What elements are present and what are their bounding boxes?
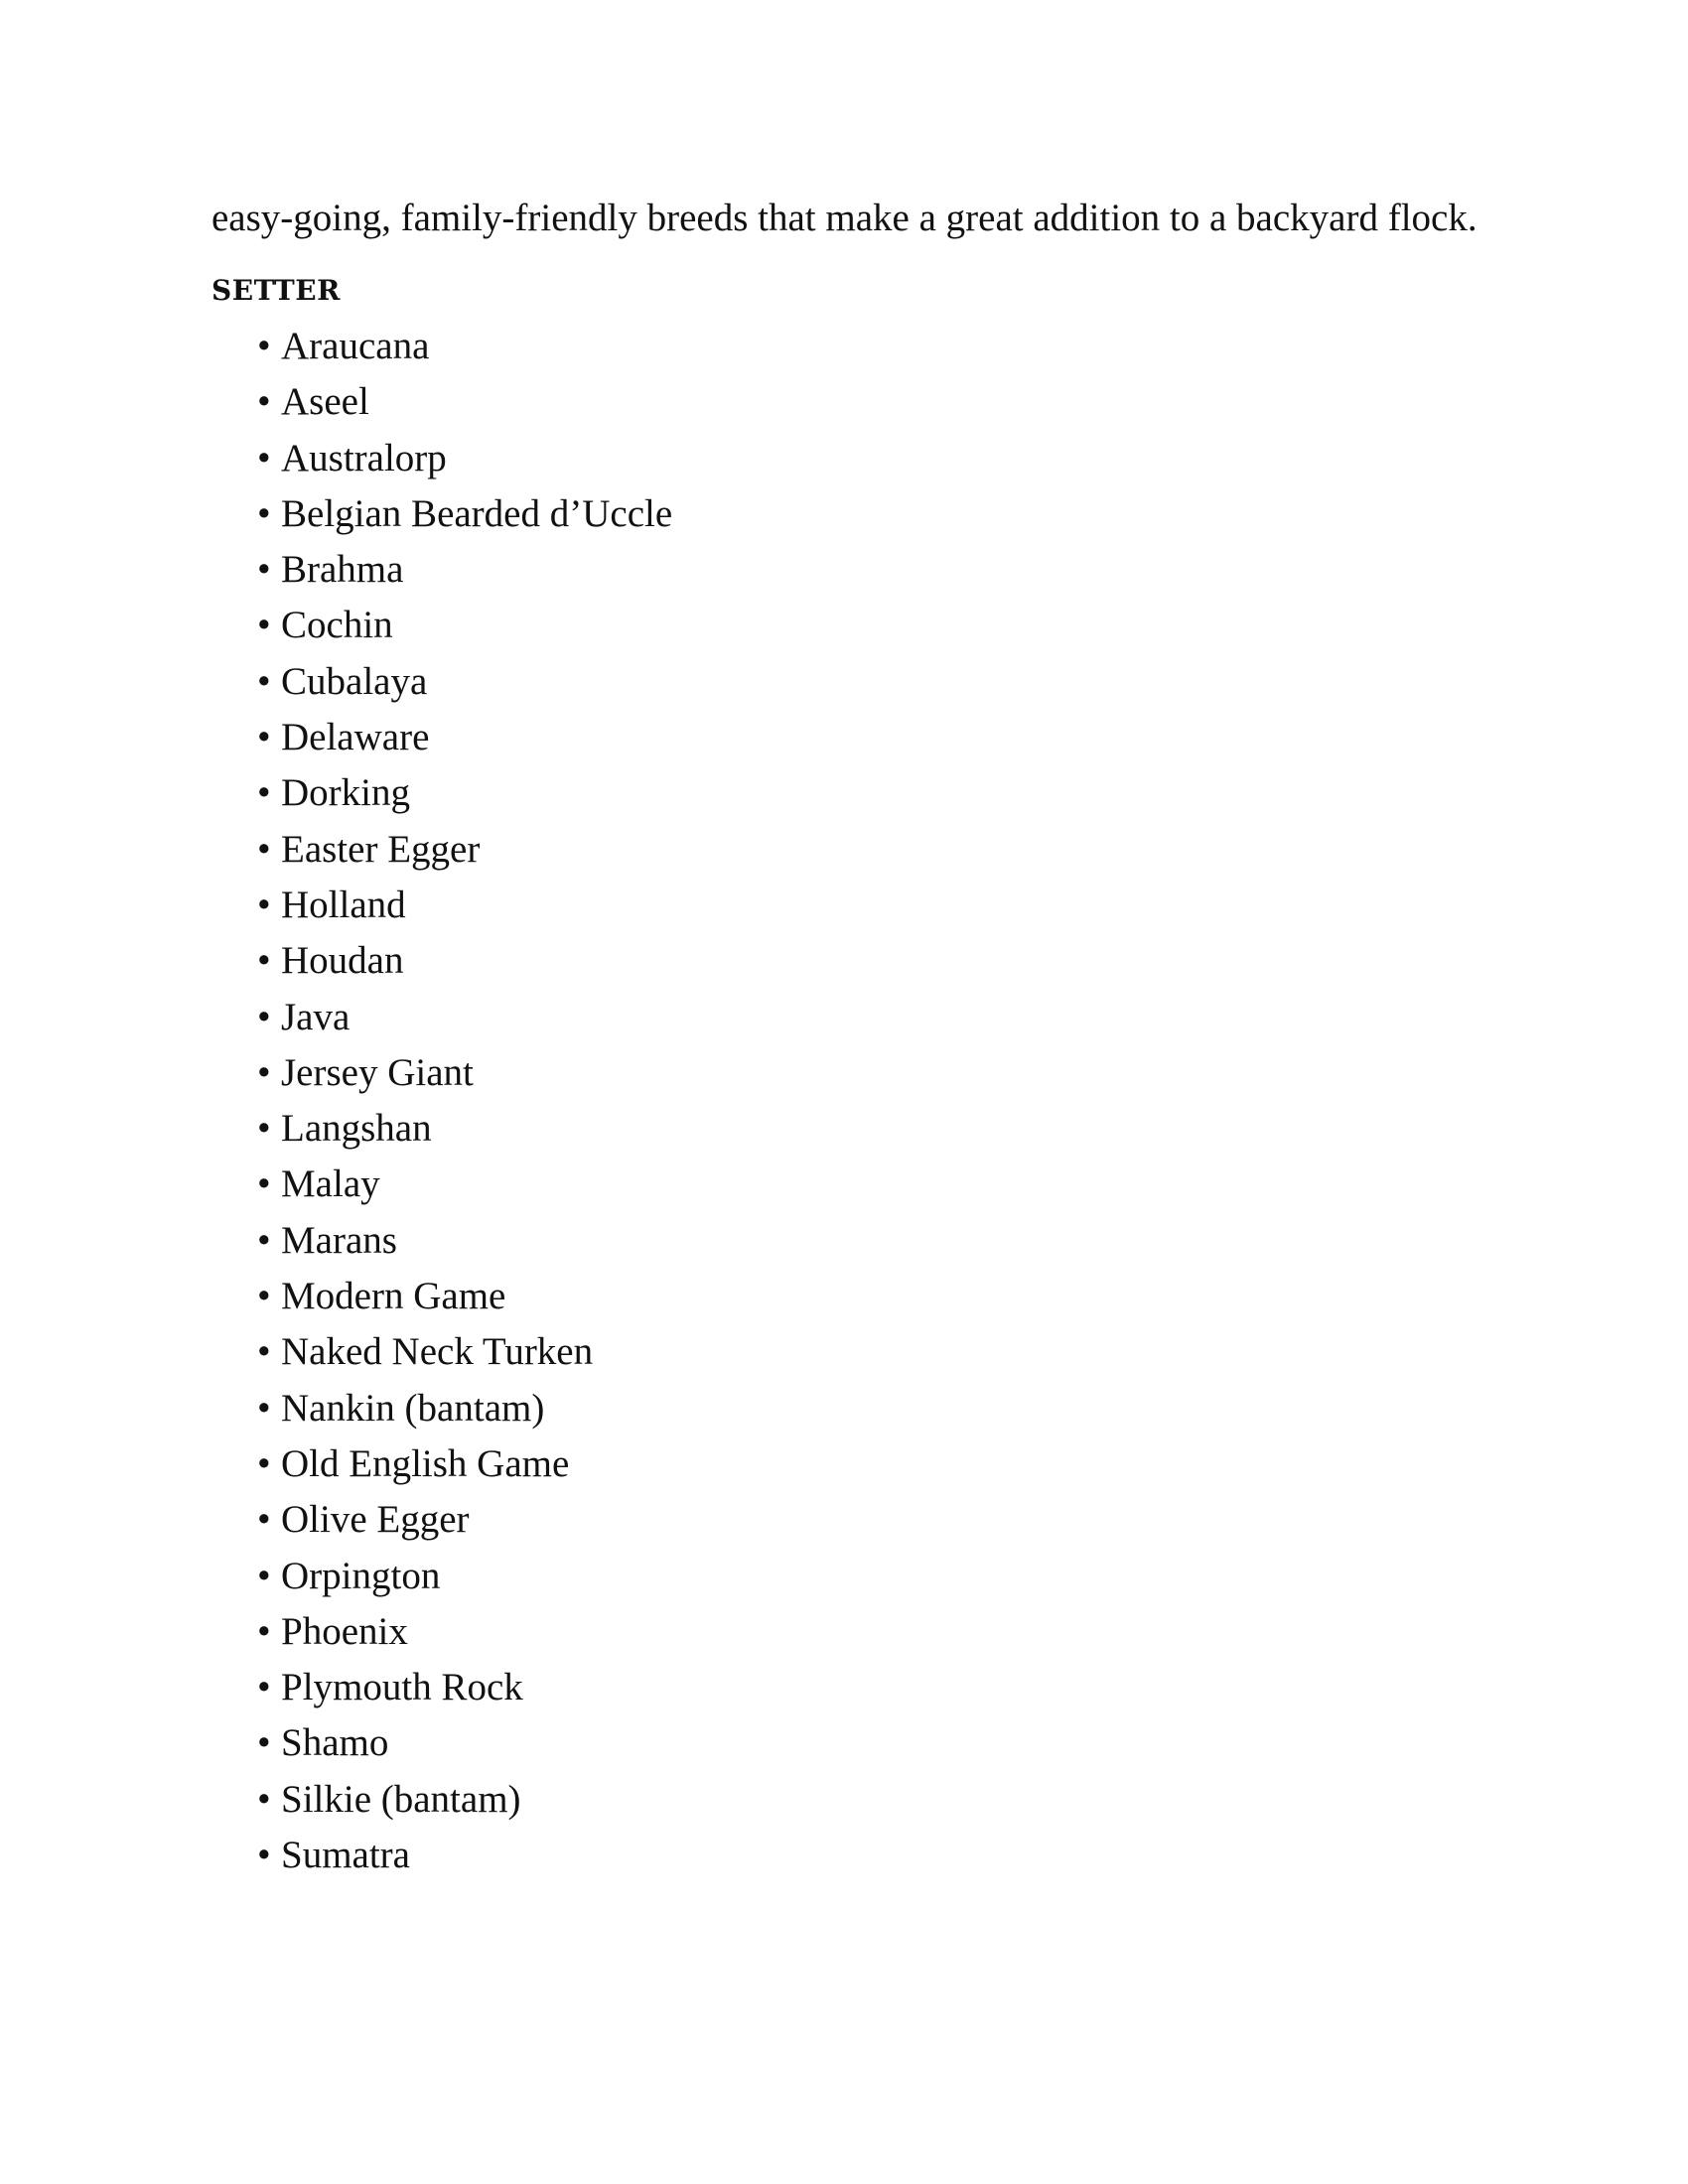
bullet-icon: • bbox=[257, 1275, 271, 1318]
list-item bbox=[257, 822, 1492, 878]
breed-name: Dorking bbox=[281, 771, 410, 815]
breed-name: Nankin (bantam) bbox=[281, 1386, 545, 1430]
bullet-icon: • bbox=[257, 436, 271, 479]
bullet-icon: • bbox=[257, 604, 271, 647]
list-item bbox=[257, 1269, 1492, 1324]
breed-name: Silkie (bantam) bbox=[281, 1777, 521, 1821]
bullet-icon: • bbox=[257, 827, 271, 871]
breed-name: Australorp bbox=[281, 436, 447, 479]
breed-name: Belgian Bearded d’Uccle bbox=[281, 491, 673, 535]
breed-name: Orpington bbox=[281, 1554, 441, 1597]
bullet-icon: • bbox=[257, 716, 271, 759]
list-item bbox=[257, 1101, 1492, 1157]
list-item bbox=[257, 1436, 1492, 1492]
list-item bbox=[257, 1660, 1492, 1715]
list-item bbox=[257, 878, 1492, 933]
list-item bbox=[257, 1772, 1492, 1828]
list-item bbox=[257, 319, 1492, 374]
bullet-icon: • bbox=[257, 1050, 271, 1094]
bullet-icon: • bbox=[257, 659, 271, 703]
breed-name: Holland bbox=[281, 883, 406, 926]
list-item bbox=[257, 1604, 1492, 1660]
breed-name: Sumatra bbox=[281, 1834, 410, 1877]
bullet-icon: • bbox=[257, 1498, 271, 1542]
breed-name: Delaware bbox=[281, 716, 430, 759]
bullet-icon: • bbox=[257, 380, 271, 424]
list-item bbox=[257, 486, 1492, 542]
list-item bbox=[257, 933, 1492, 989]
breed-name: Java bbox=[281, 995, 351, 1038]
list-item bbox=[257, 1828, 1492, 1883]
bullet-icon: • bbox=[257, 1609, 271, 1653]
list-item bbox=[257, 1324, 1492, 1380]
section-heading: SETTER bbox=[211, 274, 341, 307]
list-item bbox=[257, 1715, 1492, 1771]
breed-name: Plymouth Rock bbox=[281, 1666, 523, 1709]
bullet-icon: • bbox=[257, 771, 271, 815]
list-item bbox=[257, 542, 1492, 598]
bullet-icon: • bbox=[257, 1218, 271, 1262]
breed-name: Olive Egger bbox=[281, 1498, 470, 1542]
bullet-icon: • bbox=[257, 1441, 271, 1485]
breed-name: Aseel bbox=[281, 380, 369, 424]
list-item bbox=[257, 1381, 1492, 1436]
list-item bbox=[257, 710, 1492, 765]
bullet-icon: • bbox=[257, 1834, 271, 1877]
breed-name: Malay bbox=[281, 1162, 380, 1206]
intro-paragraph: easy-going, family-friendly breeds that make a great addition to a backyard flock. bbox=[211, 197, 1477, 239]
document-page bbox=[211, 195, 1492, 1883]
list-item bbox=[257, 765, 1492, 821]
breed-name: Houdan bbox=[281, 939, 404, 983]
breed-name: Cubalaya bbox=[281, 659, 428, 703]
bullet-icon: • bbox=[257, 1162, 271, 1206]
list-item bbox=[257, 654, 1492, 710]
breed-name: Araucana bbox=[281, 325, 430, 367]
breed-name: Cochin bbox=[281, 604, 393, 647]
bullet-icon: • bbox=[257, 491, 271, 535]
breed-list bbox=[211, 319, 1492, 1883]
bullet-icon: • bbox=[257, 1721, 271, 1765]
list-item bbox=[257, 1492, 1492, 1548]
list-item bbox=[257, 990, 1492, 1045]
list-item bbox=[257, 374, 1492, 430]
breed-name: Shamo bbox=[281, 1721, 389, 1765]
breed-name: Modern Game bbox=[281, 1275, 506, 1318]
bullet-icon: • bbox=[257, 939, 271, 983]
bullet-icon: • bbox=[257, 995, 271, 1038]
breed-name: Naked Neck Turken bbox=[281, 1330, 594, 1374]
bullet-icon: • bbox=[257, 1330, 271, 1374]
list-item bbox=[257, 1045, 1492, 1101]
list-item bbox=[257, 1213, 1492, 1269]
bullet-icon: • bbox=[257, 1777, 271, 1821]
breed-name: Brahma bbox=[281, 548, 404, 592]
list-item bbox=[257, 1157, 1492, 1212]
list-item bbox=[257, 431, 1492, 486]
bullet-icon: • bbox=[257, 1666, 271, 1709]
breed-name: Old English Game bbox=[281, 1441, 570, 1485]
bullet-icon: • bbox=[257, 1554, 271, 1597]
bullet-icon: • bbox=[257, 548, 271, 592]
list-item bbox=[257, 598, 1492, 653]
breed-name: Phoenix bbox=[281, 1609, 408, 1653]
bullet-icon: • bbox=[257, 1386, 271, 1430]
bullet-icon: • bbox=[257, 1107, 271, 1151]
breed-name: Jersey Giant bbox=[281, 1050, 474, 1094]
breed-name: Marans bbox=[281, 1218, 397, 1262]
breed-name: Easter Egger bbox=[281, 827, 481, 871]
list-item bbox=[257, 1549, 1492, 1604]
breed-name: Langshan bbox=[281, 1107, 432, 1151]
bullet-icon: • bbox=[257, 325, 271, 367]
bullet-icon: • bbox=[257, 883, 271, 926]
